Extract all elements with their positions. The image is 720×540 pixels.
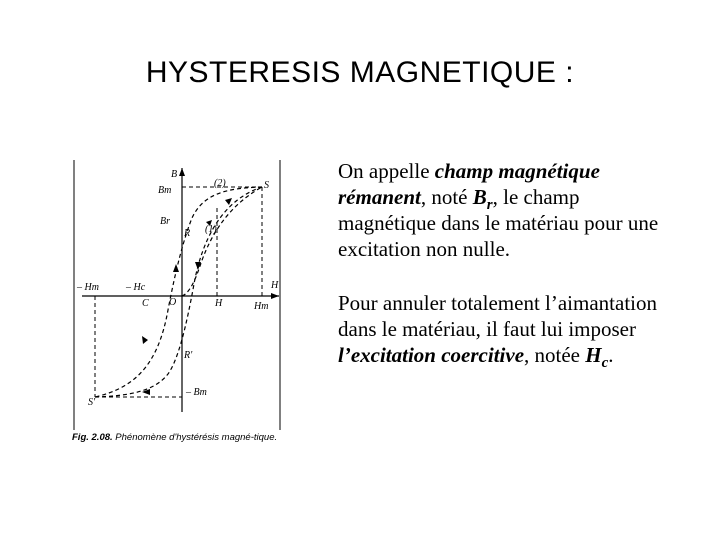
ascending-branch: [95, 187, 262, 397]
first-magnetization-curve: [182, 187, 262, 296]
p1-text-3: , le champ magnétique dans le matériau pour une excitation non nulle.: [338, 185, 659, 261]
paragraph-remanent: [338, 158, 668, 262]
label-hm-right: Hm: [254, 301, 269, 312]
caption-label: Fig. 2.08.: [72, 432, 113, 443]
figure-caption: [72, 432, 288, 443]
p1-text-2: , noté: [420, 185, 473, 209]
hysteresis-diagram: [72, 160, 288, 432]
label-r: R: [184, 228, 191, 239]
label-h-axis: H: [271, 280, 279, 291]
p2-term-coercive: l’excitation coercitive: [338, 343, 525, 367]
label-two: (2): [214, 178, 226, 189]
descending-branch: [95, 187, 262, 397]
p2-text-1: Pour annuler totalement l’aimantation dans le matériau, il faut lui imposer: [338, 291, 657, 341]
label-h-mid: H: [215, 298, 223, 309]
label-r-prime: R': [184, 350, 193, 361]
label-neg-hc: – Hc: [126, 282, 146, 293]
arrow-curve-2: [225, 198, 232, 205]
p1-term-remanent: champ magnétique rémanent: [338, 159, 600, 209]
caption-text: Phénomène d'hystérésis magné-tique.: [115, 432, 278, 443]
h-axis-arrow: [271, 293, 279, 299]
p2-text-3: .: [608, 343, 614, 367]
p2-symbol-sub-c: c: [601, 355, 609, 371]
label-s-bottom: S': [88, 397, 96, 408]
label-neg-hm: – Hm: [77, 282, 99, 293]
body-text: [338, 158, 668, 396]
label-s-top: S: [264, 180, 269, 191]
p2-text-2: , notée: [524, 343, 586, 367]
label-bm: Bm: [158, 185, 172, 196]
arrow-curve-3: [173, 264, 179, 272]
label-b: B: [171, 169, 178, 180]
slide-title: HYSTERESIS MAGNETIQUE :: [145, 56, 575, 89]
label-one: (1): [205, 224, 217, 235]
label-br: Br: [160, 216, 170, 227]
arrow-curve-4: [142, 336, 148, 344]
paragraph-coercive: [338, 290, 668, 371]
p1-symbol-b: B: [472, 185, 487, 209]
label-neg-bm: – Bm: [186, 387, 207, 398]
p2-symbol-h: H: [585, 343, 602, 367]
label-c: C: [142, 298, 149, 309]
b-axis-arrow: [179, 168, 185, 176]
p1-text-1: On appelle: [338, 159, 435, 183]
label-o: O: [169, 297, 177, 308]
hysteresis-figure: [72, 160, 288, 465]
p1-symbol-sub-r: r: [486, 197, 493, 213]
